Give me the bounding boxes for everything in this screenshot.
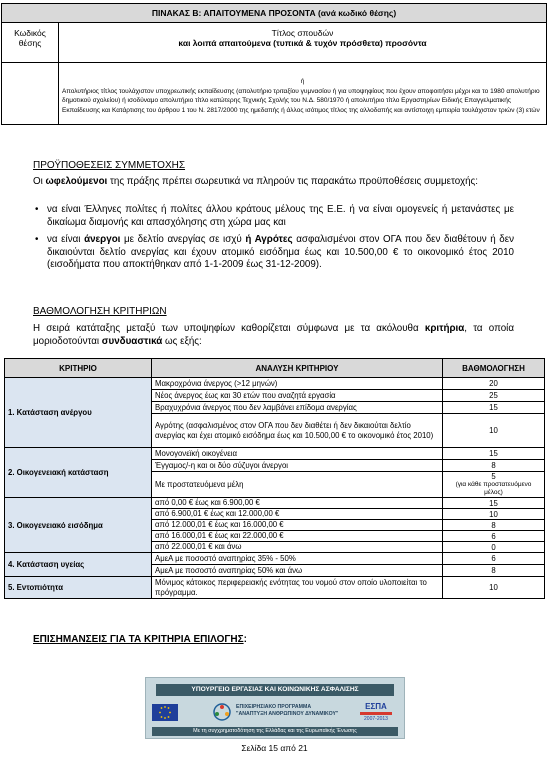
score-value: 6 — [491, 554, 496, 563]
score-cell — [443, 414, 545, 448]
participation-intro-pre: Οι — [33, 176, 46, 187]
table-row — [5, 577, 545, 599]
analysis-cell: Με προστατευόμενα μέλη — [152, 472, 443, 498]
bullet-icon: • — [35, 234, 39, 245]
score-cell — [443, 509, 545, 520]
cofunding-label: Με τη συγχρηματοδότηση της Ελλάδας και της Ευρωπαϊκής Ένωσης — [152, 727, 398, 736]
program-logo-icon — [212, 700, 342, 724]
participation-intro — [33, 176, 514, 189]
bullet2-post: ασφαλισμένοι στον ΟΓΑ που δεν διαθέτουν ή δεν δικαιούνται δελτίο ανεργίας και έχουν ατομικό εισόδημα έως και 10.500,00 € το οικονομικό έτος 2010 (εισοδήματα που αποκτήθηκαν από 1-1-2009 έως 31-12-2009). — [47, 234, 514, 270]
score-value: 10 — [489, 426, 498, 435]
score-note: (για κάθε προστατευόμενο μέλος) — [455, 481, 532, 496]
score-cell — [443, 531, 545, 542]
qualifications-header-line1: Τίτλος σπουδών — [271, 28, 334, 38]
score-value: 10 — [489, 583, 498, 592]
analysis-cell: ΑμεΑ με ποσοστό αναπηρίας 50% και άνω — [152, 565, 443, 577]
score-header: ΒΑΘΜΟΛΟΓΗΣΗ — [443, 359, 545, 378]
table-row — [5, 448, 545, 460]
bullet2-bold2: ή Αγρότες — [245, 234, 293, 245]
position-code-header-line2: θέσης — [18, 38, 42, 48]
criterion-cell: 2. Οικογενειακή κατάσταση — [5, 448, 152, 498]
table-row — [5, 498, 545, 509]
bullet2-bold1: άνεργοι — [84, 234, 121, 245]
position-code-header — [2, 23, 59, 63]
criterion-cell: 5. Εντοπιότητα — [5, 577, 152, 599]
analysis-cell: ΑμεΑ με ποσοστό αναπηρίας 35% - 50% — [152, 553, 443, 565]
score-cell — [443, 460, 545, 472]
table-row — [5, 553, 545, 565]
remarks-heading: ΕΠΙΣΗΜΑΝΣΕΙΣ ΓΙΑ ΤΑ ΚΡΙΤΗΡΙΑ ΕΠΙΛΟΓΗΣ — [33, 634, 244, 645]
analysis-cell: από 22.000,01 € και άνω — [152, 542, 443, 553]
score-value: 20 — [489, 379, 498, 388]
analysis-cell: από 0,00 € έως και 6.900,00 € — [152, 498, 443, 509]
espa-label: ΕΣΠΑ — [365, 702, 387, 711]
score-value: 8 — [491, 566, 496, 575]
score-value: 15 — [489, 403, 498, 412]
funding-banner — [145, 677, 405, 739]
program-line2: "ΑΝΑΠΤΥΞΗ ΑΝΘΡΩΠΙΝΟΥ ΔΥΝΑΜΙΚΟΥ" — [236, 711, 339, 717]
score-cell — [443, 472, 545, 498]
scoring-intro — [33, 323, 514, 348]
qualifications-header — [59, 23, 547, 63]
score-cell — [443, 577, 545, 599]
score-cell — [443, 498, 545, 509]
or-text: ή — [300, 78, 305, 85]
criterion-header: ΚΡΙΤΗΡΙΟ — [5, 359, 152, 378]
criterion-cell: 1. Κατάσταση ανέργου — [5, 378, 152, 448]
participation-intro-post: της πράξης πρέπει σωρευτικά να πληρούν τις παρακάτω προϋποθέσεις συμμετοχής: — [107, 176, 478, 187]
eu-flag-icon — [152, 704, 178, 721]
position-code-header-line1: Κωδικός — [14, 28, 46, 38]
scoring-intro-mid: , τα οποία μοριοδοτούνται — [33, 323, 514, 347]
score-value: 8 — [491, 520, 496, 530]
analysis-header: ΑΝΑΛΥΣΗ ΚΡΙΤΗΡΙΟΥ — [152, 359, 443, 378]
participation-list — [33, 204, 514, 272]
participation-bullet-1: να είναι Έλληνες πολίτες ή πολίτες άλλου κράτους μέλους της Ε.Ε. ή να είναι ομογενείς ή μετανάστες με δικαίωμα διαμονής και απασχόλησης στη χώρα μας και — [47, 204, 514, 228]
score-cell — [443, 402, 545, 414]
score-value: 15 — [489, 449, 498, 458]
qualifications-table-title: ΠΙΝΑΚΑΣ Β: ΑΠΑΙΤΟΥΜΕΝΑ ΠΡΟΣΟΝΤΑ (ανά κωδικό θέσης) — [2, 4, 547, 23]
score-cell — [443, 520, 545, 531]
criteria-header-row — [5, 359, 545, 378]
scoring-heading: ΒΑΘΜΟΛΟΓΗΣΗ ΚΡΙΤΗΡΙΩΝ — [33, 306, 167, 317]
criteria-table — [4, 358, 545, 599]
score-cell — [443, 542, 545, 553]
page-number: Σελίδα 15 από 21 — [241, 743, 308, 753]
scoring-intro-post: ως εξής: — [162, 335, 202, 347]
score-value: 10 — [489, 509, 498, 519]
analysis-cell: Βραχυχρόνια άνεργος που δεν λαμβάνει επίδομα ανεργίας — [152, 402, 443, 414]
participation-intro-bold: ωφελούμενοι — [45, 176, 108, 187]
criterion-cell: 4. Κατάσταση υγείας — [5, 553, 152, 577]
analysis-cell: Αγρότης (ασφαλισμένος στον ΟΓΑ που δεν διαθέτει ή δεν δικαιούται δελτίο ανεργίας και έχει ατομικό εισόδημα έως και 10.500,00 € το οικονομικό έτος 2010) — [152, 414, 443, 448]
espa-sub: 2007-2013 — [364, 716, 388, 722]
espa-logo-icon — [358, 702, 394, 722]
analysis-cell: Νέος άνεργος έως και 30 ετών που αναζητά εργασία — [152, 390, 443, 402]
analysis-cell: Μόνιμος κάτοικος περιφερειακής ενότητας του νομού στον οποίο υλοποιείται το πρόγραμμα. — [152, 577, 443, 599]
score-cell — [443, 565, 545, 577]
analysis-cell: από 16.000,01 € έως και 22.000,00 € — [152, 531, 443, 542]
remarks-heading-wrap — [33, 634, 247, 645]
score-value: 8 — [491, 461, 496, 470]
bullet-icon: • — [35, 204, 39, 215]
qualifications-table — [1, 3, 547, 125]
participation-heading: ΠΡΟΫΠΟΘΕΣΕΙΣ ΣΥΜΜΕΤΟΧΗΣ — [33, 160, 186, 171]
score-value: 0 — [491, 542, 496, 552]
analysis-cell: από 6.900,01 € έως και 12.000,00 € — [152, 509, 443, 520]
analysis-cell: Έγγαμος/-η και οι δύο σύζυγοι άνεργοι — [152, 460, 443, 472]
analysis-cell: από 12.000,01 € έως και 16.000,00 € — [152, 520, 443, 531]
list-item — [33, 204, 514, 229]
criterion-cell: 3. Οικογενειακό εισόδημα — [5, 498, 152, 553]
scoring-intro-bold1: κριτήρια — [424, 323, 465, 334]
score-cell — [443, 390, 545, 402]
qualifications-cell — [59, 63, 547, 125]
bullet2-mid: με δελτίο ανεργίας σε ισχύ — [120, 234, 246, 245]
qualifications-body: Απολυτήριος τίτλος τουλάχιστον υποχρεωτικής εκπαίδευσης (απολυτήριο τριταξίου γυμνασίου ή για υποψηφίους που έχουν αποφοιτήσει μέχρι και το 1980 απολυτήριο δημοτικού σχολείου) ή ισοδύναμο απολυτήριο τίτλο κατώτερης Τεχνικής Σχολής του Ν.Δ. 580/1970 ή απολυτήριο τίτλο Εργαστηρίων Ειδικής Επαγγελματικής Εκπαίδευσης και Κατάρτισης του άρθρου 1 του Ν. 2817/2000 της ημεδαπής ή άλλος ισότιμος τίτλος της αλλοδαπής και αντίστοιχη εμπειρία τουλάχιστον τριών (3) ετών — [62, 87, 540, 114]
score-value: 5 — [491, 472, 496, 481]
scoring-intro-pre: Η σειρά κατάταξης μεταξύ των υποψηφίων καθορίζεται σύμφωνα με τα ακόλουθα — [33, 323, 425, 334]
analysis-cell: Μονογονεϊκή οικογένεια — [152, 448, 443, 460]
score-value: 25 — [489, 391, 498, 400]
ministry-label: ΥΠΟΥΡΓΕΙΟ ΕΡΓΑΣΙΑΣ ΚΑΙ ΚΟΙΝΩΝΙΚΗΣ ΑΣΦΑΛΙΣΗΣ — [156, 684, 394, 696]
program-line1: ΕΠΙΧΕΙΡΗΣΙΑΚΟ ΠΡΟΓΡΑΜΜΑ — [236, 704, 312, 710]
remarks-colon: : — [243, 634, 247, 645]
score-value: 6 — [491, 531, 496, 541]
position-code-cell — [2, 63, 59, 125]
scoring-intro-bold2: συνδυαστικά — [101, 335, 163, 347]
score-cell — [443, 553, 545, 565]
qualifications-header-line2: και λοιπά απαιτούμενα (τυπικά & τυχόν πρόσθετα) προσόντα — [178, 38, 427, 48]
score-cell — [443, 378, 545, 390]
table-row — [5, 378, 545, 390]
bullet2-pre: να είναι — [47, 234, 85, 245]
list-item — [33, 234, 514, 272]
analysis-cell: Μακροχρόνια άνεργος (>12 μηνών) — [152, 378, 443, 390]
score-value: 15 — [489, 498, 498, 508]
score-cell — [443, 448, 545, 460]
